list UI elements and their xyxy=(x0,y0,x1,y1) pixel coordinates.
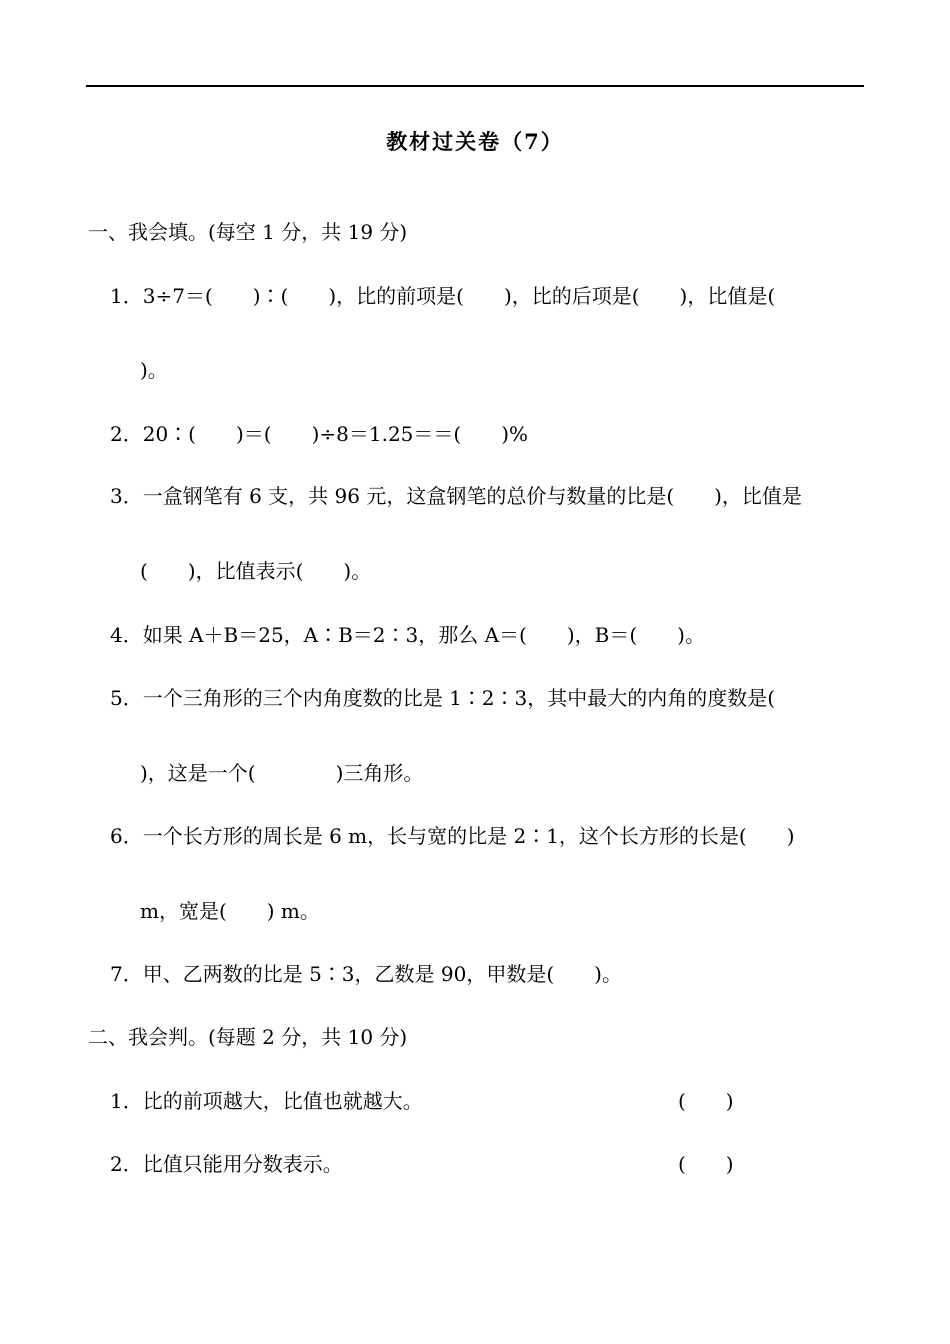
question-6-cont: m，宽是( ) m。 xyxy=(140,899,320,923)
judge-answer-1: ( ) xyxy=(678,1089,734,1113)
judge-answer-2: ( ) xyxy=(678,1152,734,1176)
section-2-heading: 二、我会判。(每题 2 分，共 10 分) xyxy=(88,1025,408,1049)
header-rule xyxy=(86,85,864,87)
question-6: 6．一个长方形的周长是 6 m，长与宽的比是 2∶1，这个长方形的长是( ) xyxy=(110,824,795,848)
section-1-heading: 一、我会填。(每空 1 分，共 19 分) xyxy=(88,220,408,244)
question-1: 1．3÷7＝( )∶( )，比的前项是( )，比的后项是( )，比值是( xyxy=(110,284,776,308)
question-3: 3．一盒钢笔有 6 支，共 96 元，这盒钢笔的总价与数量的比是( )，比值是 xyxy=(110,484,802,508)
question-5: 5．一个三角形的三个内角度数的比是 1∶2∶3，其中最大的内角的度数是( xyxy=(110,686,776,710)
question-1-cont: )。 xyxy=(140,358,168,382)
question-4: 4．如果 A＋B＝25，A∶B＝2∶3，那么 A＝( )，B＝( )。 xyxy=(110,623,705,647)
question-2: 2．20∶( )＝( )÷8＝1.25＝＝( )% xyxy=(110,422,529,446)
judge-question-1: 1．比的前项越大，比值也就越大。 xyxy=(110,1089,423,1113)
question-5-cont: )，这是一个( )三角形。 xyxy=(140,761,424,785)
judge-question-2: 2．比值只能用分数表示。 xyxy=(110,1152,343,1176)
question-7: 7．甲、乙两数的比是 5∶3，乙数是 90，甲数是( )。 xyxy=(110,962,622,986)
page-title: 教材过关卷（7） xyxy=(386,129,564,154)
question-3-cont: ( )，比值表示( )。 xyxy=(140,559,372,583)
